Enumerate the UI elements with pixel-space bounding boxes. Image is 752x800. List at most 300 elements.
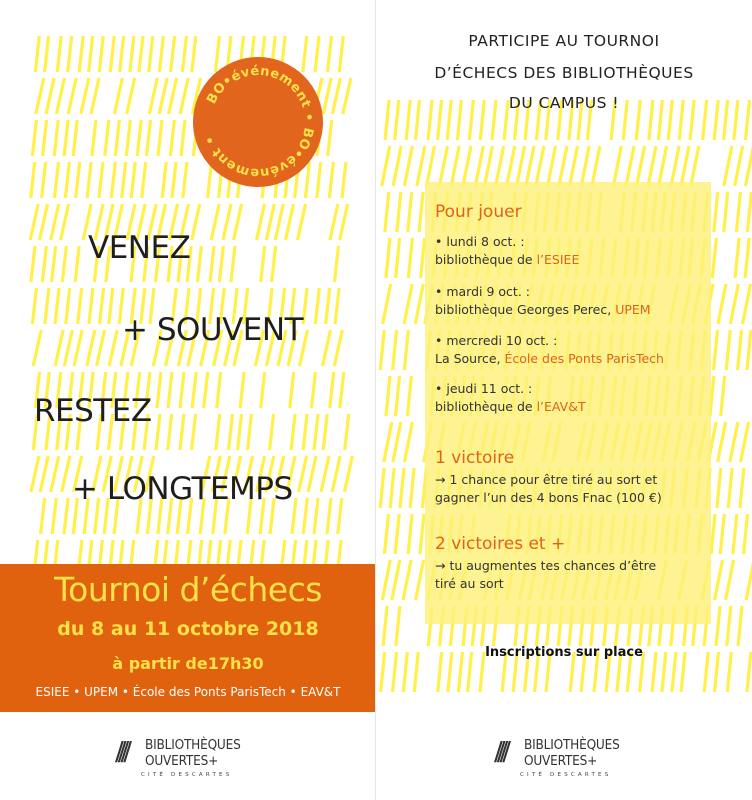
hatch-stroke <box>507 146 515 186</box>
hatch-stroke <box>303 414 307 450</box>
hatch-stroke <box>66 288 70 324</box>
hatch-stroke <box>738 330 742 370</box>
hatch-stroke <box>275 204 283 240</box>
hatch-stroke <box>740 468 744 508</box>
hatch-stroke <box>64 498 68 534</box>
hatch-stroke <box>226 540 230 564</box>
hatch-stroke <box>187 540 191 564</box>
hatch-stroke <box>733 514 737 554</box>
hatch-stroke <box>219 246 223 282</box>
hatch-stroke <box>517 146 525 186</box>
day3-prefix: La Source, <box>435 351 505 366</box>
hatch-stroke <box>158 120 162 156</box>
hatch-stroke <box>231 246 235 282</box>
hatch-stroke <box>40 204 48 240</box>
hatch-stroke <box>715 560 723 600</box>
hatch-stroke <box>691 146 699 186</box>
hatch-stroke <box>721 376 725 416</box>
hatch-stroke <box>55 288 59 324</box>
hatch-stroke <box>338 498 342 534</box>
hatch-stroke <box>724 192 728 232</box>
hatch-stroke <box>99 36 103 72</box>
hatch-stroke <box>139 36 143 72</box>
hatch-stroke <box>382 146 390 186</box>
hatch-stroke <box>31 246 35 282</box>
day4-date: • jeudi 11 oct. : <box>435 381 533 396</box>
hatch-stroke <box>340 372 344 408</box>
hatch-stroke <box>182 36 186 72</box>
hatch-stroke <box>88 540 92 564</box>
logo-line1: BIBLIOTHÈQUES <box>145 737 241 753</box>
hatch-stroke <box>380 468 384 508</box>
hatch-stroke <box>327 498 331 534</box>
hatch-stroke <box>174 540 178 564</box>
hatch-stroke <box>198 540 202 564</box>
hatch-stroke <box>637 146 645 186</box>
hatch-stroke <box>332 78 340 114</box>
hatch-stroke <box>408 514 412 554</box>
two-victories-heading: 2 victoires et + <box>435 534 566 554</box>
hatch-stroke <box>105 120 109 156</box>
hatch-stroke <box>716 606 720 646</box>
hatch-stroke <box>78 288 82 324</box>
hatch-stroke <box>746 560 752 600</box>
hatch-stroke <box>32 288 36 324</box>
hatch-stroke <box>671 146 679 186</box>
hatch-stroke <box>109 330 117 366</box>
slogan-restez: RESTEZ <box>34 393 152 429</box>
hatch-stroke <box>328 36 332 72</box>
hatch-stroke <box>261 246 265 282</box>
hatch-stroke <box>45 288 49 324</box>
hatch-stroke <box>299 456 307 492</box>
logo-line2: OUVERTES+ <box>145 753 219 769</box>
hatch-stroke <box>581 146 589 186</box>
hatch-stroke <box>548 146 556 186</box>
hatch-stroke <box>343 78 351 114</box>
hatch-stroke <box>74 330 82 366</box>
hatch-stroke <box>383 606 387 646</box>
tournoi-places: ESIEE • UPEM • École des Ponts ParisTech • EAV&T <box>35 685 341 699</box>
hatch-stroke <box>159 78 167 114</box>
day3-place-line <box>435 351 664 366</box>
hatch-stroke <box>404 330 408 370</box>
hatch-stroke <box>393 330 397 370</box>
hatch-stroke <box>329 162 333 198</box>
hatch-stroke <box>217 372 221 408</box>
hatch-stroke <box>31 162 35 198</box>
hatch-stroke <box>159 36 163 72</box>
hatch-stroke <box>192 372 196 408</box>
hatch-stroke <box>111 162 115 198</box>
hatch-stroke <box>404 284 412 324</box>
hatch-stroke <box>384 514 388 554</box>
hatch-stroke <box>728 468 732 508</box>
hatch-stroke <box>744 514 748 554</box>
hatch-stroke <box>31 456 39 492</box>
hatch-stroke <box>717 468 721 508</box>
hatch-stroke <box>73 120 77 156</box>
hatch-stroke <box>91 78 99 114</box>
hatch-stroke <box>323 78 331 114</box>
hatch-stroke <box>126 120 130 156</box>
hatch-stroke <box>396 376 400 416</box>
hatch-stroke <box>65 162 69 198</box>
hatch-stroke <box>382 560 390 600</box>
logo-slashes-right: //// <box>494 737 506 767</box>
hatch-stroke <box>416 560 424 600</box>
hatch-stroke <box>157 372 161 408</box>
logo-line2-right: OUVERTES+ <box>524 753 598 769</box>
bibliotheques-ouvertes-logo-right <box>494 735 694 785</box>
svg-text:BO•événement • BO•événement • <box>202 64 316 180</box>
hatch-stroke <box>100 288 104 324</box>
hatch-stroke <box>181 120 185 156</box>
hatch-stroke <box>156 414 160 450</box>
hatch-stroke <box>397 192 401 232</box>
hatch-stroke <box>303 498 307 534</box>
hatch-stroke <box>68 78 76 114</box>
hatch-stroke <box>120 36 124 72</box>
hatch-stroke <box>730 284 738 324</box>
hatch-stroke <box>130 36 134 72</box>
hatch-stroke <box>536 146 544 186</box>
hatch-stroke <box>110 36 114 72</box>
hatch-stroke <box>746 146 752 186</box>
hatch-stroke <box>404 146 412 186</box>
hatch-stroke <box>43 540 47 564</box>
hatch-stroke <box>142 162 146 198</box>
hatch-stroke <box>130 540 134 564</box>
hatch-stroke <box>35 36 39 72</box>
hatch-stroke <box>298 204 306 240</box>
hatch-stroke <box>99 162 103 198</box>
day1-place: l’ESIEE <box>536 252 580 267</box>
hatch-stroke <box>312 540 316 564</box>
hatch-stroke <box>247 414 251 450</box>
hatch-stroke <box>52 246 56 282</box>
hatch-stroke <box>395 514 399 554</box>
hatch-stroke <box>115 120 119 156</box>
hatch-stroke <box>726 330 730 370</box>
logo-line3: CITÉ DESCARTES <box>141 772 233 778</box>
hatch-stroke <box>328 120 332 156</box>
hatch-stroke <box>386 376 390 416</box>
hatch-stroke <box>30 204 38 240</box>
hatch-stroke <box>417 146 425 186</box>
bibliotheques-ouvertes-logo <box>115 735 315 785</box>
hatch-stroke <box>421 238 425 278</box>
hatch-stroke <box>192 414 196 450</box>
hatch-stroke <box>400 468 404 508</box>
hatch-stroke <box>149 78 157 114</box>
logo-line3-right: CITÉ DESCARTES <box>520 772 612 778</box>
hatch-stroke <box>270 414 274 450</box>
hatch-stroke <box>61 204 69 240</box>
hatch-stroke <box>240 372 244 408</box>
hatch-stroke <box>281 540 285 564</box>
tournoi-banner <box>0 564 376 712</box>
hatch-stroke <box>711 514 715 554</box>
hatch-stroke <box>162 162 166 198</box>
hatch-stroke <box>180 414 184 450</box>
hatch-stroke <box>197 246 201 282</box>
slogan-souvent: + SOUVENT <box>122 312 304 348</box>
hatch-stroke <box>168 372 172 408</box>
one-victory-heading: 1 victoire <box>435 448 515 468</box>
hatch-stroke <box>726 560 734 600</box>
day1-date: • lundi 8 oct. : <box>435 234 525 249</box>
hatch-stroke <box>314 414 318 450</box>
hatch-stroke <box>404 422 412 462</box>
hatch-stroke <box>308 456 316 492</box>
hatch-stroke <box>204 372 208 408</box>
two-victories-line1: → tu augmentes tes chances d’être <box>435 558 657 573</box>
hatch-stroke <box>408 192 412 232</box>
info-box <box>425 182 711 624</box>
hatch-stroke <box>337 540 341 564</box>
hatch-stroke <box>75 246 79 282</box>
day2-place-line <box>435 302 651 317</box>
hatch-stroke <box>526 146 534 186</box>
hatch-stroke <box>168 414 172 450</box>
badge-ring-text <box>193 57 323 187</box>
day4-place: l’EAV&T <box>536 399 586 414</box>
hatch-stroke <box>78 540 82 564</box>
hatch-stroke <box>484 146 492 186</box>
hatch-stroke <box>68 36 72 72</box>
day4-place-line <box>435 399 586 414</box>
hatch-stroke <box>718 284 726 324</box>
hatch-stroke <box>396 238 400 278</box>
hatch-stroke <box>171 36 175 72</box>
hatch-stroke <box>52 498 56 534</box>
badge-text: BO•événement • BO•événement • <box>202 63 317 181</box>
tournoi-time: à partir de17h30 <box>112 654 264 673</box>
hatch-stroke <box>714 330 718 370</box>
hatch-stroke <box>384 422 392 462</box>
hatch-stroke <box>712 238 716 278</box>
hatch-stroke <box>98 540 102 564</box>
hatch-stroke <box>62 246 66 282</box>
hatch-stroke <box>207 540 211 564</box>
hatch-stroke <box>334 246 338 282</box>
hatch-stroke <box>87 162 91 198</box>
one-victory-line2: gagner l’un des 4 bons Fnac (100 €) <box>435 490 662 505</box>
hatch-stroke <box>330 372 334 408</box>
hatch-stroke <box>570 146 578 186</box>
hatch-stroke <box>260 540 264 564</box>
hatch-stroke <box>314 498 318 534</box>
hatch-stroke <box>323 414 327 450</box>
day1-place-line <box>435 252 579 267</box>
hatch-stroke <box>92 120 96 156</box>
hatch-stroke <box>324 540 328 564</box>
hatch-stroke <box>42 162 46 198</box>
hatch-stroke <box>43 120 47 156</box>
hatch-stroke <box>745 238 749 278</box>
right-panel <box>376 0 752 800</box>
hatch-stroke <box>76 162 80 198</box>
day2-date: • mardi 9 oct. : <box>435 284 530 299</box>
hatch-stroke <box>613 146 621 186</box>
hatch-stroke <box>62 456 70 492</box>
hatch-stroke <box>724 146 732 186</box>
hatch-stroke <box>170 120 174 156</box>
hatch-stroke <box>383 284 391 324</box>
hatch-stroke <box>238 414 242 450</box>
hatch-stroke <box>747 192 751 232</box>
hatch-stroke <box>32 120 36 156</box>
hatch-stroke <box>735 238 739 278</box>
hatch-stroke <box>127 78 135 114</box>
hatch-stroke <box>496 146 504 186</box>
hatch-stroke <box>290 372 294 408</box>
hatch-stroke <box>257 204 265 240</box>
hatch-stroke <box>51 456 59 492</box>
slogan-venez: VENEZ <box>88 230 191 266</box>
hatch-stroke <box>385 192 389 232</box>
hatch-stroke <box>648 146 656 186</box>
hatch-stroke <box>266 204 274 240</box>
hatch-stroke <box>55 162 59 198</box>
hatch-stroke <box>57 36 61 72</box>
hatch-stroke <box>718 422 726 462</box>
hatch-stroke <box>154 540 158 564</box>
hatch-stroke <box>41 498 45 534</box>
hatch-stroke <box>681 146 689 186</box>
fold-divider <box>375 0 376 800</box>
inscriptions-note: Inscriptions sur place <box>485 645 643 660</box>
tournoi-title: Tournoi d’échecs <box>54 570 322 609</box>
hatch-stroke <box>114 78 122 114</box>
hatch-stroke <box>326 288 330 324</box>
hatch-stroke <box>303 540 307 564</box>
hatch-stroke <box>735 146 743 186</box>
hatch-stroke <box>97 330 105 366</box>
hatch-stroke <box>386 238 390 278</box>
hatch-stroke <box>46 78 54 114</box>
day1-prefix: bibliothèque de <box>435 252 537 267</box>
hatch-stroke <box>321 456 329 492</box>
hatch-stroke <box>339 36 343 72</box>
hatch-stroke <box>727 606 731 646</box>
day2-place: UPEM <box>615 302 651 317</box>
hatch-stroke <box>64 120 68 156</box>
bo-evenement-badge <box>193 57 323 187</box>
hatch-stroke <box>720 514 724 554</box>
hatch-stroke <box>335 288 339 324</box>
slogan-longtemps: + LONGTEMPS <box>72 471 293 507</box>
hatch-stroke <box>403 560 411 600</box>
hatch-stroke <box>559 146 567 186</box>
logo-slashes: //// <box>115 737 127 767</box>
hatch-stroke <box>392 560 400 600</box>
hatch-stroke <box>237 540 241 564</box>
pour-jouer-heading: Pour jouer <box>435 202 522 222</box>
hatch-stroke <box>180 78 188 114</box>
hatch-stroke <box>390 468 394 508</box>
hatch-stroke <box>223 204 231 240</box>
hatch-stroke <box>292 540 296 564</box>
hatch-stroke <box>730 422 738 462</box>
hatch-stroke <box>714 192 718 232</box>
hatch-stroke <box>180 372 184 408</box>
hatch-stroke <box>393 422 401 462</box>
hatch-stroke <box>344 456 352 492</box>
hatch-stroke <box>109 540 113 564</box>
hatch-stroke <box>286 204 294 240</box>
hatch-stroke <box>322 330 330 366</box>
hatch-stroke <box>81 78 89 114</box>
hatch-stroke <box>147 120 151 156</box>
hatch-stroke <box>332 456 340 492</box>
hatch-stroke <box>33 330 41 366</box>
hatch-stroke <box>79 36 83 72</box>
hatch-stroke <box>451 146 459 186</box>
hatch-stroke <box>87 330 95 366</box>
hatch-stroke <box>592 146 600 186</box>
hatch-stroke <box>172 162 176 198</box>
hatch-stroke <box>216 414 220 450</box>
hatch-stroke <box>217 540 221 564</box>
hatch-stroke <box>163 540 167 564</box>
hatch-stroke <box>427 146 435 186</box>
hatch-stroke <box>122 162 126 198</box>
hatch-stroke <box>419 192 423 232</box>
hatch-stroke <box>137 120 141 156</box>
header-line3: DU CAMPUS ! <box>508 94 620 112</box>
hatch-stroke <box>42 246 46 282</box>
logo-line1-right: BIBLIOTHÈQUES <box>524 737 620 753</box>
tournoi-dates: du 8 au 11 octobre 2018 <box>57 618 319 640</box>
hatch-stroke <box>396 606 400 646</box>
hatch-stroke <box>738 606 742 646</box>
hatch-stroke <box>330 204 338 240</box>
hatch-stroke <box>380 330 384 370</box>
hatch-stroke <box>626 146 634 186</box>
hatch-stroke <box>261 372 265 408</box>
hatch-stroke <box>345 414 349 450</box>
hatch-stroke <box>342 162 346 198</box>
hatch-stroke <box>463 146 471 186</box>
hatch-stroke <box>109 288 113 324</box>
hatch-stroke <box>439 146 447 186</box>
hatch-stroke <box>51 204 59 240</box>
hatch-stroke <box>743 284 751 324</box>
hatch-stroke <box>54 120 58 156</box>
hatch-stroke <box>334 330 342 366</box>
hatch-stroke <box>55 330 63 366</box>
hatch-stroke <box>407 376 411 416</box>
day4-prefix: bibliothèque de <box>435 399 537 414</box>
hatch-stroke <box>64 330 72 366</box>
hatch-stroke <box>34 540 38 564</box>
day3-date: • mercredi 10 oct. : <box>435 333 558 348</box>
hatch-stroke <box>315 288 319 324</box>
hatch-stroke <box>475 146 483 186</box>
hatch-stroke <box>89 36 93 72</box>
hatch-stroke <box>736 192 740 232</box>
hatch-stroke <box>659 146 667 186</box>
hatch-stroke <box>89 288 93 324</box>
hatch-stroke <box>415 284 423 324</box>
hatch-stroke <box>311 372 315 408</box>
header-line1: PARTICIPE AU TOURNOI <box>468 32 660 50</box>
hatch-stroke <box>40 456 48 492</box>
hatch-stroke <box>119 540 123 564</box>
hatch-stroke <box>169 78 177 114</box>
